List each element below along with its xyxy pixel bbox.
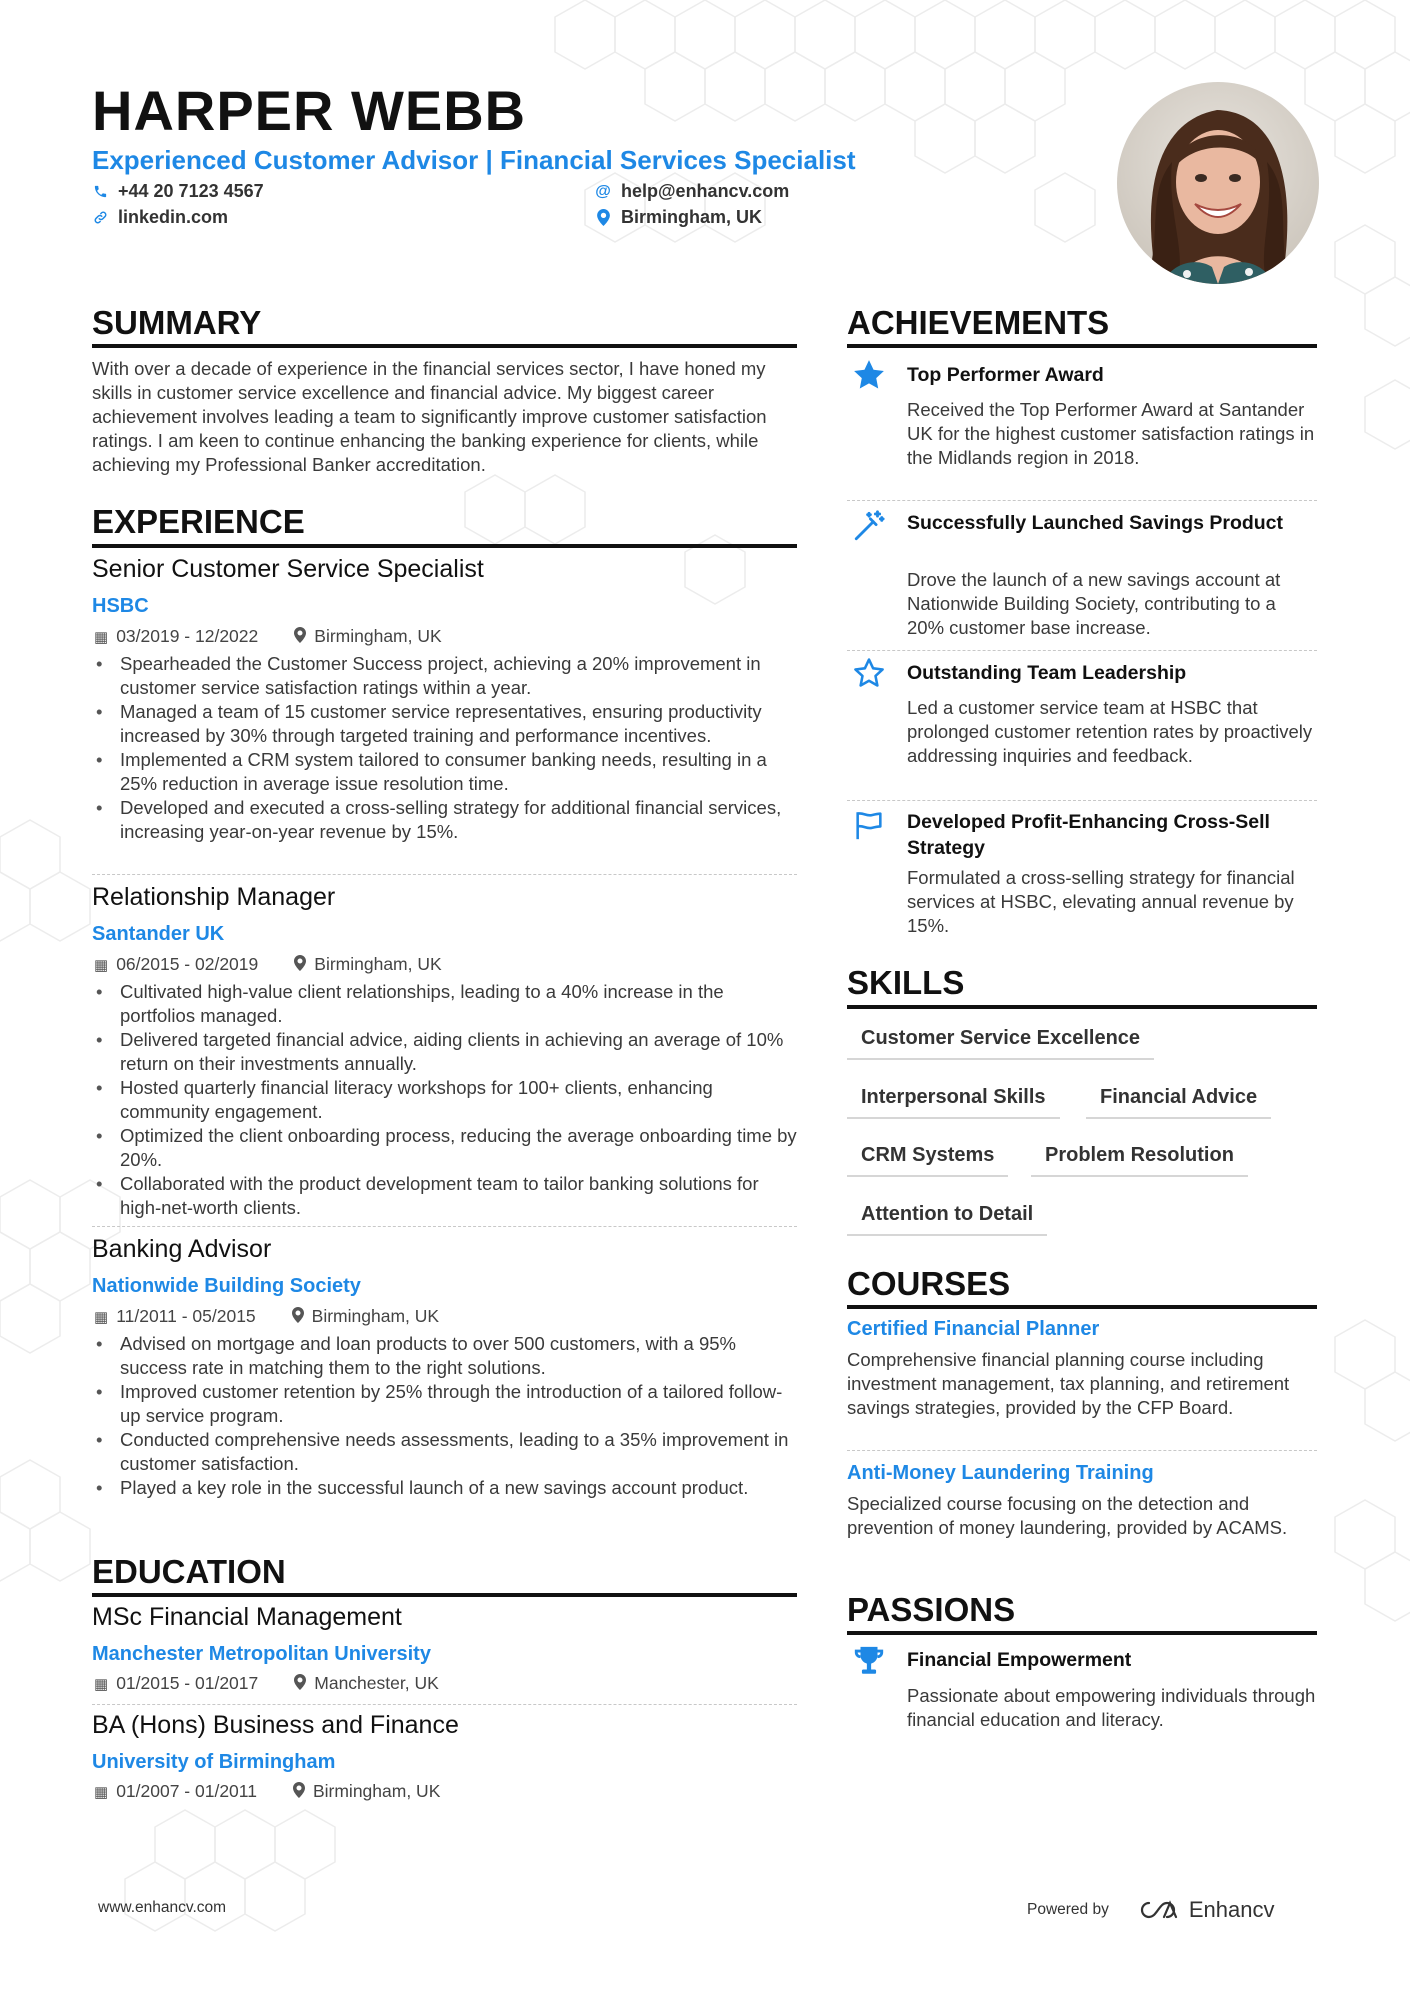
divider: [847, 1450, 1317, 1451]
divider: [847, 650, 1317, 651]
achievement-title: Successfully Launched Savings Product: [907, 512, 1284, 534]
company-name: Nationwide Building Society: [92, 1275, 361, 1297]
divider: [92, 874, 797, 875]
achievements-heading: ACHIEVEMENTS: [847, 304, 1110, 341]
education-heading: EDUCATION: [92, 1553, 286, 1590]
school-name: University of Birmingham: [92, 1751, 336, 1773]
divider: [847, 500, 1317, 501]
education-rule: [92, 1593, 797, 1597]
education-dates: 01/2007 - 01/2011: [116, 1781, 257, 1801]
skill-tag: Interpersonal Skills: [847, 1086, 1060, 1119]
footer-website[interactable]: www.enhancv.com: [98, 1899, 227, 1916]
achievement-title: Outstanding Team Leadership: [907, 662, 1187, 684]
passions-rule: [847, 1631, 1317, 1635]
experience-heading: EXPERIENCE: [92, 503, 305, 540]
skill-tag: Customer Service Excellence: [847, 1027, 1154, 1060]
map-pin-icon: [294, 627, 306, 647]
star-filled-icon: [851, 357, 887, 393]
divider: [847, 800, 1317, 801]
education-meta: [94, 1673, 439, 1694]
achievement-desc: Received the Top Performer Award at Santander UK for the highest customer satisfaction ratings in the Midlands region in 2018.: [907, 399, 1315, 468]
powered-by-text: Powered by: [1027, 1901, 1109, 1918]
contact-phone[interactable]: [92, 181, 264, 202]
enhancv-logo[interactable]: [1135, 1897, 1275, 1923]
magic-wand-icon: [851, 508, 887, 544]
job-meta: [94, 954, 442, 975]
job-location: Birmingham, UK: [314, 954, 442, 974]
education-meta: [94, 1781, 440, 1802]
skills-rule: [847, 1005, 1317, 1009]
courses-heading: COURSES: [847, 1265, 1011, 1302]
achievement-title: Developed Profit-Enhancing Cross-Sell Strategy: [907, 811, 1270, 859]
summary-heading: SUMMARY: [92, 304, 262, 341]
candidate-tagline: Experienced Customer Advisor | Financial Services Specialist: [92, 145, 856, 175]
degree-title: BA (Hons) Business and Finance: [92, 1711, 459, 1739]
skill-tag: Attention to Detail: [847, 1203, 1047, 1236]
job-bullet: • Hosted quarterly financial literacy workshops for 100+ clients, enhancing community engagement.: [92, 1076, 802, 1124]
candidate-name: HARPER WEBB: [92, 79, 527, 142]
footer-branding: [1027, 1897, 1274, 1923]
enhancv-logo-icon: [1135, 1899, 1181, 1921]
skill-tag: Financial Advice: [1086, 1086, 1271, 1119]
map-pin-icon: [292, 1307, 304, 1327]
at-sign-icon: @: [595, 182, 611, 200]
school-name: Manchester Metropolitan University: [92, 1643, 431, 1665]
experience-rule: [92, 544, 797, 548]
job-bullets: [92, 1332, 802, 1500]
job-bullet: • Spearheaded the Customer Success project, achieving a 20% improvement in customer service satisfaction ratings within a year.: [92, 652, 802, 700]
star-outline-icon: [851, 655, 887, 691]
job-bullet: • Improved customer retention by 25% through the introduction of a tailored follow-up service program.: [92, 1380, 802, 1428]
job-bullet: • Conducted comprehensive needs assessments, leading to a 35% improvement in customer satisfaction.: [92, 1428, 802, 1476]
job-bullets: [92, 652, 802, 844]
job-bullet: • Played a key role in the successful launch of a new savings account product.: [92, 1476, 802, 1500]
phone-icon: [92, 184, 108, 199]
course-title: Anti-Money Laundering Training: [847, 1462, 1154, 1484]
divider: [92, 1704, 797, 1705]
job-bullet: • Cultivated high-value client relationships, leading to a 40% increase in the portfolios managed.: [92, 980, 802, 1028]
summary-rule: [92, 344, 797, 348]
job-dates: 11/2011 - 05/2015: [116, 1306, 256, 1326]
job-bullet: • Implemented a CRM system tailored to consumer banking needs, resulting in a 25% reduction in average issue resolution time.: [92, 748, 802, 796]
contact-email[interactable]: [595, 181, 789, 202]
calendar-icon: ▦: [94, 1308, 109, 1326]
achievement-desc: Led a customer service team at HSBC that prolonged customer retention rates by proactively addressing inquiries and feedback.: [907, 697, 1313, 766]
calendar-icon: ▦: [94, 1675, 109, 1693]
job-meta: [94, 1306, 439, 1327]
skill-tag: Problem Resolution: [1031, 1144, 1248, 1177]
education-location: Manchester, UK: [314, 1673, 439, 1693]
map-pin-icon: [294, 1674, 306, 1694]
job-bullets: [92, 980, 802, 1220]
job-dates: 06/2015 - 02/2019: [116, 954, 259, 974]
calendar-icon: ▦: [94, 1783, 109, 1801]
link-icon: [92, 210, 108, 225]
email-text: help@enhancv.com: [621, 181, 790, 201]
job-bullet: • Managed a team of 15 customer service representatives, ensuring productivity increased by 30% through targeted training and performance incentives.: [92, 700, 802, 748]
contact-location: [595, 207, 762, 228]
job-location: Birmingham, UK: [311, 1306, 440, 1326]
flag-icon: [851, 807, 887, 843]
linkedin-text: linkedin.com: [118, 207, 229, 227]
job-bullet: • Delivered targeted financial advice, aiding clients in achieving an average of 10% return on their investments annually.: [92, 1028, 802, 1076]
skills-heading: SKILLS: [847, 964, 965, 1001]
education-location: Birmingham, UK: [312, 1781, 441, 1801]
calendar-icon: ▦: [94, 956, 109, 974]
skill-tag: CRM Systems: [847, 1144, 1008, 1177]
course-title: Certified Financial Planner: [847, 1318, 1100, 1340]
job-title: Senior Customer Service Specialist: [92, 555, 484, 583]
job-bullet: • Advised on mortgage and loan products to over 500 customers, with a 95% success rate in matching them to the right solutions.: [92, 1332, 802, 1380]
achievement-title: Top Performer Award: [907, 364, 1104, 386]
passion-title: Financial Empowerment: [907, 1649, 1132, 1671]
contact-linkedin[interactable]: [92, 207, 228, 228]
company-name: HSBC: [92, 595, 149, 617]
courses-rule: [847, 1305, 1317, 1309]
trophy-icon: [851, 1643, 887, 1679]
degree-title: MSc Financial Management: [92, 1603, 402, 1631]
map-pin-icon: [294, 955, 306, 975]
job-meta: [94, 626, 442, 647]
job-title: Relationship Manager: [92, 883, 336, 911]
course-desc: Specialized course focusing on the detection and prevention of money laundering, provided by ACAMS.: [847, 1493, 1288, 1538]
job-bullet: • Developed and executed a cross-selling strategy for additional financial services, increasing year-on-year revenue by 15%.: [92, 796, 802, 844]
enhancv-logo-text: Enhancv: [1188, 1897, 1275, 1922]
divider: [92, 1226, 797, 1227]
phone-text: +44 20 7123 4567: [118, 181, 264, 201]
location-text: Birmingham, UK: [621, 207, 763, 227]
job-location: Birmingham, UK: [314, 626, 442, 646]
profile-photo: [1117, 82, 1319, 284]
passions-heading: PASSIONS: [847, 1591, 1016, 1628]
summary-text: With over a decade of experience in the financial services sector, I have honed my skills in customer service excellence and financial advice. My biggest career achievement involves leading a team to significantly improve customer satisfaction ratings. I am keen to continue enhancing the banking experience for clients, while achieving my Professional Banker accreditation.: [92, 358, 767, 475]
company-name: Santander UK: [92, 923, 225, 945]
achievements-rule: [847, 344, 1317, 348]
job-dates: 03/2019 - 12/2022: [116, 626, 259, 646]
map-pin-icon: [595, 209, 611, 226]
map-pin-icon: [293, 1782, 305, 1802]
job-bullet: • Optimized the client onboarding process, reducing the average onboarding time by 20%.: [92, 1124, 802, 1172]
job-title: Banking Advisor: [92, 1235, 272, 1263]
achievement-desc: Formulated a cross-selling strategy for financial services at HSBC, elevating annual revenue by 15%.: [907, 867, 1295, 936]
achievement-desc: Drove the launch of a new savings account at Nationwide Building Society, contributing to a 20% customer base increase.: [907, 569, 1281, 638]
passion-desc: Passionate about empowering individuals through financial education and literacy.: [907, 1685, 1316, 1730]
calendar-icon: ▦: [94, 628, 109, 646]
education-dates: 01/2015 - 01/2017: [116, 1673, 259, 1693]
course-desc: Comprehensive financial planning course including investment management, tax planning, and retirement savings strategies, provided by the CFP Board.: [847, 1349, 1290, 1418]
job-bullet: • Collaborated with the product development team to tailor banking solutions for high-net-worth clients.: [92, 1172, 802, 1220]
